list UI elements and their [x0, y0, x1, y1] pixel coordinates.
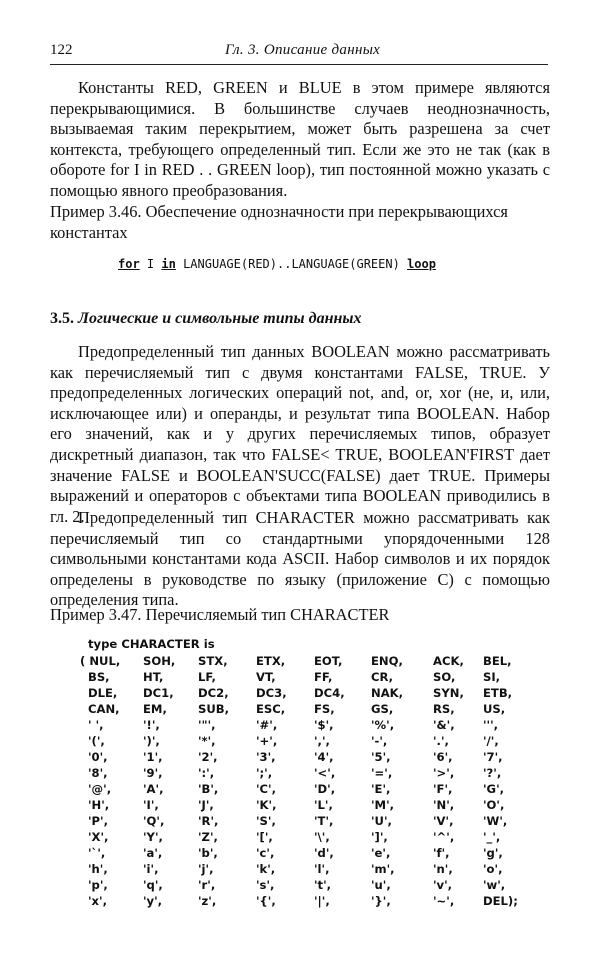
- character-literal: 'N',: [433, 798, 455, 812]
- example-346-caption: Пример 3.46. Обеспечение однозначности при перекрывающихся константах: [50, 202, 508, 242]
- paragraph-text: Предопределенный тип CHARACTER можно рассматривать как перечисляемый тип со стандартными упорядоченными 128 символьными константами кода ASCII. Набор символов и их порядок определены в руководстве по языку (приложение С) с помощью определения типа.: [50, 508, 550, 610]
- character-literal: 'v',: [433, 878, 453, 892]
- character-literal: 'g',: [483, 846, 503, 860]
- character-literal: 'p',: [88, 878, 108, 892]
- page-number: 122: [50, 42, 73, 58]
- character-literal: 'K',: [256, 798, 277, 812]
- character-literal: '4',: [314, 750, 334, 764]
- character-literal: 's',: [256, 878, 275, 892]
- character-literal: 'z',: [198, 894, 217, 908]
- character-literal: 'e',: [371, 846, 391, 860]
- character-literal: 'x',: [88, 894, 107, 908]
- character-literal: '&',: [433, 718, 455, 732]
- character-literal: ',',: [314, 734, 330, 748]
- type-name: CHARACTER: [121, 637, 200, 651]
- section-title-text: Логические и символьные типы данных: [78, 310, 362, 327]
- code-keyword-in: in: [161, 257, 176, 271]
- character-literal: RS,: [433, 702, 455, 716]
- character-literal: 'a',: [143, 846, 163, 860]
- character-literal: SOH,: [143, 654, 176, 668]
- character-literal: DC4,: [314, 686, 345, 700]
- character-literal: DEL);: [483, 894, 518, 908]
- character-literal: ( NUL,: [80, 654, 121, 668]
- section-number: 3.5.: [50, 310, 74, 327]
- character-literal: EM,: [143, 702, 167, 716]
- character-literal: 'D',: [314, 782, 336, 796]
- character-literal: BEL,: [483, 654, 512, 668]
- type-declaration-line: [88, 637, 215, 651]
- character-literal: '=',: [371, 766, 393, 780]
- character-literal: 'J',: [198, 798, 214, 812]
- character-literal: 'm',: [371, 862, 395, 876]
- character-literal: 'n',: [433, 862, 453, 876]
- character-literal: 'j',: [198, 862, 214, 876]
- character-literal: FF,: [314, 670, 333, 684]
- character-literal: '~',: [433, 894, 455, 908]
- is-keyword: is: [203, 637, 215, 651]
- character-literal: VT,: [256, 670, 276, 684]
- character-literal: 'L',: [314, 798, 333, 812]
- character-literal: 'O',: [483, 798, 505, 812]
- character-literal: 'P',: [88, 814, 109, 828]
- character-literal: '(',: [88, 734, 105, 748]
- paragraph-boolean: [50, 342, 550, 527]
- character-literal: 'y',: [143, 894, 163, 908]
- character-literal: 't',: [314, 878, 332, 892]
- character-literal: ENQ,: [371, 654, 403, 668]
- character-literal: '7',: [483, 750, 503, 764]
- character-literal: '5',: [371, 750, 391, 764]
- character-literal: DC1,: [143, 686, 174, 700]
- character-literal: ACK,: [433, 654, 464, 668]
- character-literal: SI,: [483, 670, 501, 684]
- character-literal: GS,: [371, 702, 394, 716]
- character-literal: '{',: [256, 894, 276, 908]
- character-literal: '%',: [371, 718, 395, 732]
- character-literal: DLE,: [88, 686, 118, 700]
- character-literal: 'H',: [88, 798, 110, 812]
- character-literal: '6',: [433, 750, 453, 764]
- character-literal: 'q',: [143, 878, 163, 892]
- character-literal: 'U',: [371, 814, 392, 828]
- character-literal: 'i',: [143, 862, 159, 876]
- character-literal: SUB,: [198, 702, 230, 716]
- character-literal: STX,: [198, 654, 228, 668]
- character-literal: '.',: [433, 734, 449, 748]
- character-literal: '!',: [143, 718, 160, 732]
- character-literal: CR,: [371, 670, 394, 684]
- character-literal: 'Q',: [143, 814, 165, 828]
- character-literal: 'l',: [314, 862, 330, 876]
- type-keyword: type: [88, 637, 118, 651]
- character-literal: '3',: [256, 750, 276, 764]
- character-literal: '#',: [256, 718, 278, 732]
- character-literal: '0',: [88, 750, 108, 764]
- paragraph-character: [50, 508, 550, 611]
- character-literal: 'b',: [198, 846, 218, 860]
- character-literal: '@',: [88, 782, 112, 796]
- character-literal: 'C',: [256, 782, 277, 796]
- code-range: LANGUAGE(RED)..LANGUAGE(GREEN): [183, 257, 400, 271]
- paragraph-text: Константы RED, GREEN и BLUE в этом примере являются перекрывающимися. В большинстве случаев неоднозначность, вызываемая таким перекрытием, может быть разрешена за счет контекста, требующего определенный тип. Если же это не так (как в обороте for I in RED . . GREEN loop), тип постоянной можно указать с помощью явного преобразования.: [50, 78, 550, 200]
- character-literal: FS,: [314, 702, 335, 716]
- character-literal: 'E',: [371, 782, 391, 796]
- character-literal: 'I',: [143, 798, 159, 812]
- character-literal: '`',: [88, 846, 106, 860]
- character-literal: LF,: [198, 670, 216, 684]
- character-literal: '_',: [483, 830, 501, 844]
- character-literal: EOT,: [314, 654, 343, 668]
- character-literal: US,: [483, 702, 506, 716]
- character-literal: ETX,: [256, 654, 286, 668]
- character-literal: '*',: [198, 734, 216, 748]
- character-literal: 'w',: [483, 878, 506, 892]
- character-literal: '<',: [314, 766, 336, 780]
- character-literal: 'R',: [198, 814, 219, 828]
- character-literal: 'Y',: [143, 830, 163, 844]
- character-literal: '?',: [483, 766, 502, 780]
- character-literal: 'c',: [256, 846, 275, 860]
- character-literal: 'M',: [371, 798, 395, 812]
- character-literal: 'T',: [314, 814, 334, 828]
- character-literal: '^',: [433, 830, 455, 844]
- character-literal: SYN,: [433, 686, 464, 700]
- character-literal: '2',: [198, 750, 218, 764]
- character-literal: SO,: [433, 670, 456, 684]
- character-literal: ' ',: [88, 718, 104, 732]
- code-variable: I: [146, 257, 155, 271]
- character-literal: '8',: [88, 766, 108, 780]
- character-literal: '"',: [198, 718, 216, 732]
- code-keyword-for: for: [118, 257, 140, 271]
- character-literal: 'd',: [314, 846, 334, 860]
- character-literal: HT,: [143, 670, 164, 684]
- character-literal: ESC,: [256, 702, 286, 716]
- character-literal: CAN,: [88, 702, 120, 716]
- character-literal: 'V',: [433, 814, 454, 828]
- character-literal: '$',: [314, 718, 334, 732]
- running-head: Гл. 3. Описание данных: [225, 42, 381, 58]
- header-rule: [50, 64, 548, 65]
- character-literal: 'B',: [198, 782, 219, 796]
- character-literal: DC3,: [256, 686, 287, 700]
- character-literal: '|',: [314, 894, 330, 908]
- section-heading: [50, 310, 361, 328]
- character-literal: ';',: [256, 766, 273, 780]
- character-literal: 'G',: [483, 782, 505, 796]
- character-literal: 'Z',: [198, 830, 218, 844]
- character-literal: 'h',: [88, 862, 108, 876]
- character-literal: 'r',: [198, 878, 216, 892]
- character-literal: '+',: [256, 734, 278, 748]
- page-header: [50, 40, 548, 70]
- character-literal: '\',: [314, 830, 330, 844]
- character-literal: '}',: [371, 894, 391, 908]
- character-literal: ')',: [143, 734, 160, 748]
- character-literal: '-',: [371, 734, 388, 748]
- example-347-caption: Пример 3.47. Перечисляемый тип CHARACTER: [50, 605, 390, 624]
- character-literal: DC2,: [198, 686, 229, 700]
- character-literal: ''',: [483, 718, 499, 732]
- character-literal: ']',: [371, 830, 388, 844]
- character-literal: 'u',: [371, 878, 391, 892]
- character-literal: '/',: [483, 734, 499, 748]
- character-literal: 'X',: [88, 830, 109, 844]
- character-literal: ':',: [198, 766, 215, 780]
- character-literal: 'S',: [256, 814, 276, 828]
- paragraph-overlapping-constants: [50, 78, 550, 202]
- character-literal: ETB,: [483, 686, 513, 700]
- paragraph-text: Предопределенный тип данных BOOLEAN можно рассматривать как перечисляемый тип с двумя константами FALSE, TRUE. У предопределенных логических операций not, and, or, xor (не, и, или, исключающее или) и операнды, и результат типа BOOLEAN. Набор его значений, как и у других перечисляемых типов, образует дискретный диапазон, так что FALSE< TRUE, BOOLEAN'FIRST дает значение FALSE и BOOLEAN'SUCC(FALSE) дает TRUE. Примеры выражений и операторов с объектами типа BOOLEAN приводились в гл. 2.: [50, 342, 550, 526]
- character-literal: NAK,: [371, 686, 404, 700]
- character-literal: 'f',: [433, 846, 450, 860]
- character-literal: '9',: [143, 766, 163, 780]
- character-literal: '[',: [256, 830, 273, 844]
- character-literal: 'A',: [143, 782, 164, 796]
- character-literal: BS,: [88, 670, 110, 684]
- code-keyword-loop: loop: [407, 257, 436, 271]
- example-346-code: [118, 257, 436, 271]
- character-literal: '1',: [143, 750, 163, 764]
- character-literal: 'F',: [433, 782, 453, 796]
- character-literal: 'k',: [256, 862, 276, 876]
- character-literal: 'o',: [483, 862, 503, 876]
- character-literal: '>',: [433, 766, 455, 780]
- character-literal: 'W',: [483, 814, 508, 828]
